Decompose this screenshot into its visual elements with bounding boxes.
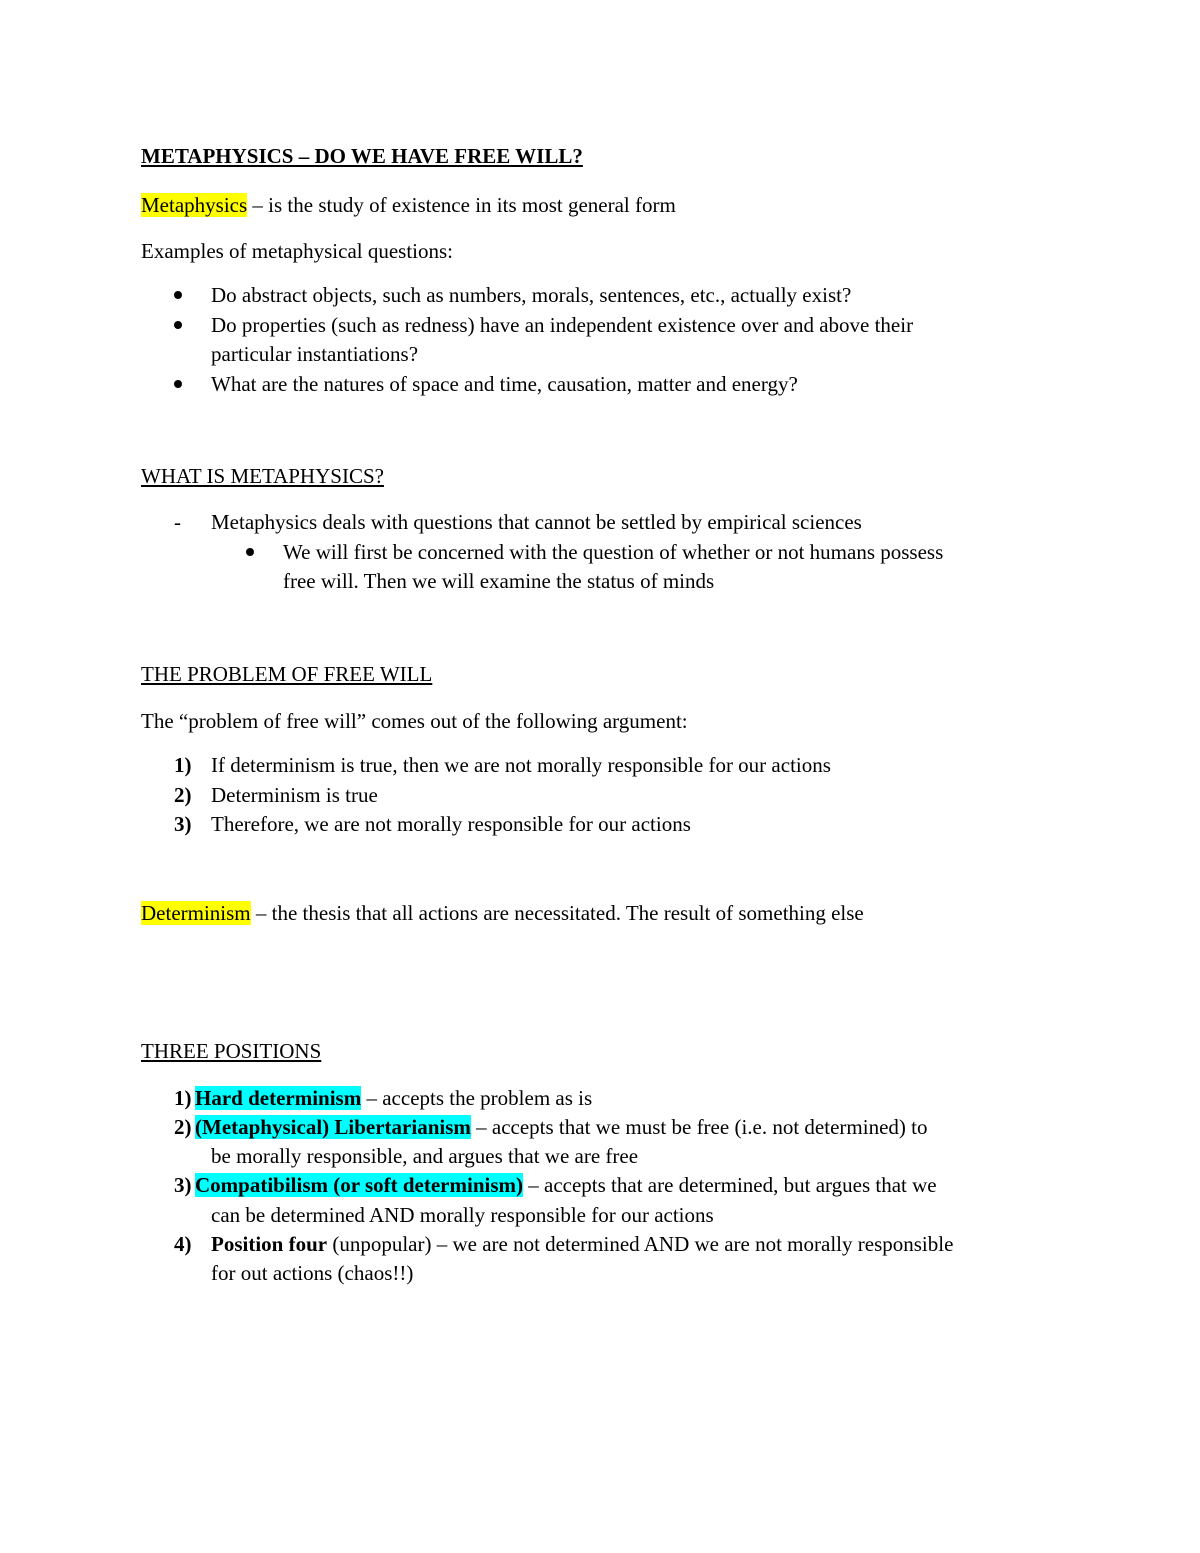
definition-text: – the thesis that all actions are necessitated. The result of something else	[250, 901, 864, 925]
highlighted-term: Hard determinism	[195, 1086, 362, 1110]
argument-intro: The “problem of free will” comes out of the following argument:	[141, 709, 688, 733]
highlighted-term: Compatibilism (or soft determinism)	[195, 1173, 523, 1197]
list-item-continuation: can be determined AND morally responsible for our actions	[211, 1203, 714, 1227]
list-item: 1) If determinism is true, then we are not morally responsible for our actions	[174, 753, 831, 777]
list-item: 2) Determinism is true	[174, 783, 378, 807]
bullet-icon	[174, 291, 182, 299]
section-heading-three-positions: THREE POSITIONS	[141, 1039, 322, 1063]
page-title: METAPHYSICS – DO WE HAVE FREE WILL?	[141, 144, 583, 168]
definition-text: – is the study of existence in its most general form	[247, 193, 676, 217]
list-item: 2) (Metaphysical) Libertarianism – accepts that we must be free (i.e. not determined) to	[174, 1115, 928, 1139]
section-heading-problem-of-free-will: THE PROBLEM OF FREE WILL	[141, 662, 433, 686]
examples-intro: Examples of metaphysical questions:	[141, 239, 454, 263]
highlighted-term: (Metaphysical) Libertarianism	[195, 1115, 471, 1139]
list-item-continuation: particular instantiations?	[211, 342, 419, 366]
bullet-icon	[174, 321, 182, 329]
highlighted-term: Determinism	[141, 901, 251, 925]
dash-item: - Metaphysics deals with questions that cannot be settled by empirical sciences	[211, 507, 862, 537]
list-item: 4) Position four (unpopular) – we are not determined AND we are not morally responsible	[174, 1232, 954, 1256]
list-item-continuation: for out actions (chaos!!)	[211, 1261, 414, 1285]
bullet-icon	[246, 548, 254, 556]
bold-term: Position four	[211, 1232, 328, 1256]
sub-list-item-continuation: free will. Then we will examine the status of minds	[283, 569, 715, 593]
definition-metaphysics	[141, 190, 676, 220]
sub-list-item: We will first be concerned with the question of whether or not humans possess	[283, 537, 943, 567]
section-heading-what-is-metaphysics: WHAT IS METAPHYSICS?	[141, 464, 384, 488]
list-item: 1) Hard determinism – accepts the problem as is	[174, 1086, 593, 1110]
list-item-continuation: be morally responsible, and argues that we are free	[211, 1144, 639, 1168]
definition-determinism	[141, 898, 864, 928]
list-item: What are the natures of space and time, causation, matter and energy?	[211, 369, 798, 399]
bullet-icon	[174, 380, 182, 388]
list-item: 3) Therefore, we are not morally responsible for our actions	[174, 812, 691, 836]
list-item: Do properties (such as redness) have an independent existence over and above their	[211, 310, 913, 340]
highlighted-term: Metaphysics	[141, 193, 248, 217]
list-item: Do abstract objects, such as numbers, morals, sentences, etc., actually exist?	[211, 280, 851, 310]
dash-marker: -	[174, 510, 181, 534]
list-item: 3) Compatibilism (or soft determinism) – accepts that are determined, but argues that we	[174, 1173, 937, 1197]
